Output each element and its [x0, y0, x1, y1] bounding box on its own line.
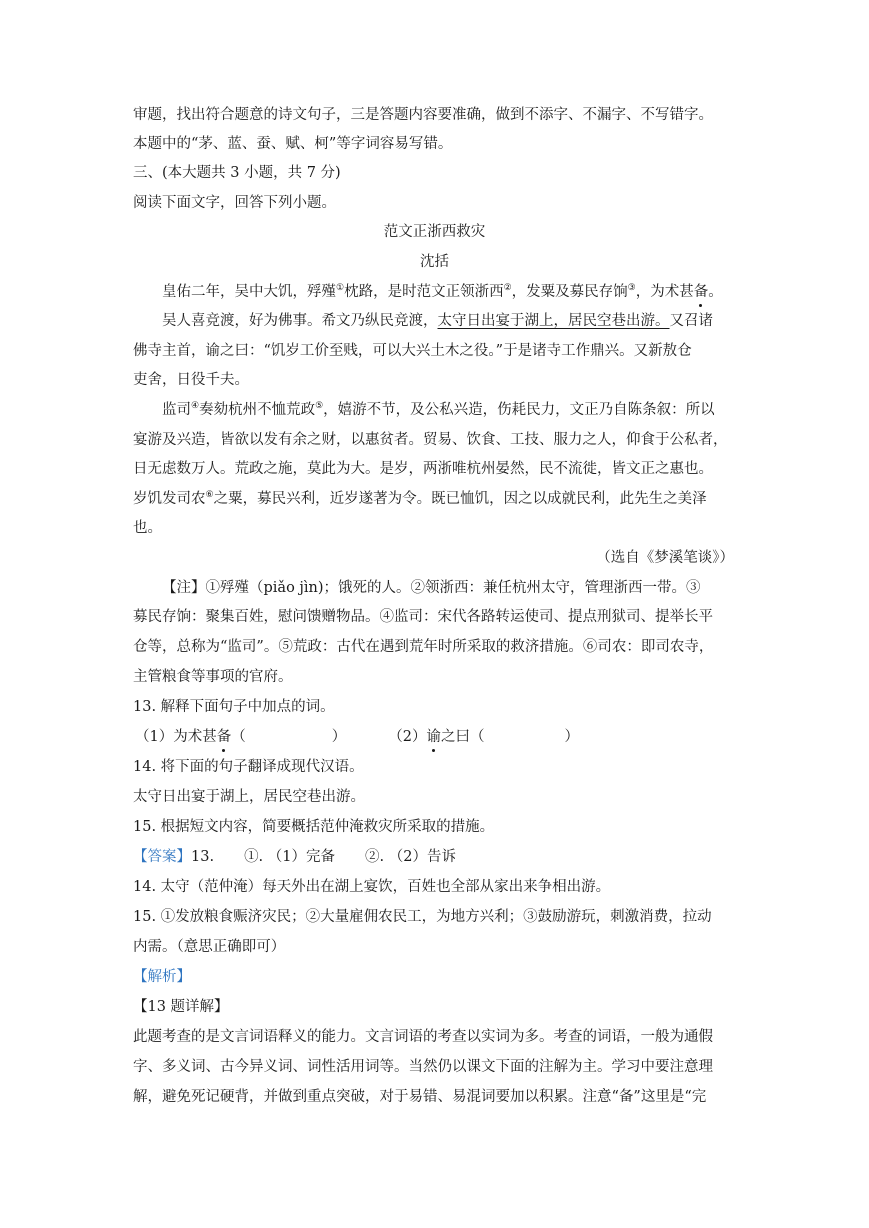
note-line: 仓等，总称为“监司”。⑤荒政：古代在遇到荒年时所采取的救济措施。⑥司农：即司农寺，: [133, 639, 714, 655]
dotted-word: 备: [693, 284, 709, 300]
passage-title: 范文正浙西救灾: [383, 224, 486, 240]
note-line: 主管粮食等事项的官府。: [133, 669, 293, 685]
note-line: 募民存饷：聚集百姓，慰问馈赠物品。④监司：宋代各路转运使司、提点刑狱司、提举长平: [133, 609, 713, 625]
question-13-items: （1）为术甚备（ ） （2）谕之曰（ ）: [135, 729, 579, 745]
text-line: 审题，找出符合题意的诗文句子，三是答题内容要准确，做到不添字、不漏字、不写错字。: [133, 107, 713, 123]
text-line: 本题中的“茅、蓝、蚕、赋、柯”等字词容易写错。: [133, 136, 453, 152]
note-line: 【注】①殍殣（piǎo jìn)；饿死的人。②领浙西：兼任杭州太守，管理浙西一带。③: [162, 580, 701, 596]
answer-14: 14. 太守（范仲淹）每天外出在湖上宴饮，百姓也全部从家出来争相出游。: [133, 879, 611, 895]
underlined-sentence: 太守日出宴于湖上，居民空巷出游。: [437, 313, 670, 329]
question-13: 13. 解释下面句子中加点的词。: [133, 699, 335, 715]
analysis-line: 此题考查的是文言词语释义的能力。文言词语的考查以实词为多。考查的词语，一般为通假: [133, 1029, 713, 1045]
question-15: 15. 根据短文内容，简要概括范仲淹救灾所采取的措施。: [133, 819, 495, 835]
instruction-text: 阅读下面文字，回答下列小题。: [133, 195, 336, 211]
passage-line: 宴游及兴造，皆欲以发有余之财，以惠贫者。贸易、饮食、工技、服力之人，仰食于公私者，: [133, 432, 728, 448]
answer-tag: 【答案】: [133, 849, 191, 865]
passage-line: 佛寺主首，谕之曰：“饥岁工价至贱，可以大兴土木之役。”于是诸寺工作鼎兴。又新敖仓: [133, 343, 692, 359]
passage-line: 吏舍，日役千夫。: [133, 372, 249, 388]
analysis-line: 解，避免死记硬背，并做到重点突破，对于易错、易混词要加以积累。注意“备”这里是“完: [133, 1089, 707, 1105]
passage-line: 日无虑数万人。荒政之施，莫此为大。是岁，两浙唯杭州晏然，民不流徙，皆文正之惠也。: [133, 461, 713, 477]
question-14: 14. 将下面的句子翻译成现代汉语。: [133, 759, 364, 775]
passage-line: 监司④奏劾杭州不恤荒政⑤，嬉游不节，及公私兴造，伤耗民力，文正乃自陈条叙：所以: [162, 401, 715, 418]
passage-line: 吴人喜竞渡，好为佛事。希文乃纵民竞渡，太守日出宴于湖上，居民空巷出游。又召诸: [162, 313, 713, 329]
passage-line: 皇佑二年，吴中大饥，殍殣①枕路，是时范文正领浙西②，发粟及募民存饷③，为术甚备。: [162, 283, 723, 300]
dotted-word: 谕: [426, 729, 441, 745]
answer-13: 【答案】13. ①. （1）完备 ②. （2）告诉: [133, 849, 456, 865]
analysis-subheading: 【13 题详解】: [133, 999, 229, 1015]
dotted-word: 备: [216, 729, 232, 745]
passage-author: 沈括: [420, 254, 449, 270]
answer-15: 内需。（意思正确即可）: [133, 939, 286, 955]
passage-source: （选自《梦溪笔谈》）: [596, 550, 734, 566]
section-heading: 三、(本大题共 3 小题，共 7 分): [133, 165, 341, 181]
passage-line: 岁饥发司农⑥之粟，募民兴利，近岁遂著为令。既已恤饥，因之以成就民利，此先生之美泽: [133, 490, 707, 507]
answer-15: 15. ①发放粮食赈济灾民；②大量雇佣农民工，为地方兴利；③鼓励游玩，刺激消费，拉动: [133, 909, 712, 925]
analysis-tag: 【解析】: [133, 969, 191, 985]
passage-line: 也。: [133, 520, 162, 536]
question-14-sentence: 太守日出宴于湖上，居民空巷出游。: [133, 789, 365, 805]
analysis-line: 字、多义词、古今异义词、词性活用词等。当然仍以课文下面的注解为主。学习中要注意理: [133, 1059, 713, 1075]
